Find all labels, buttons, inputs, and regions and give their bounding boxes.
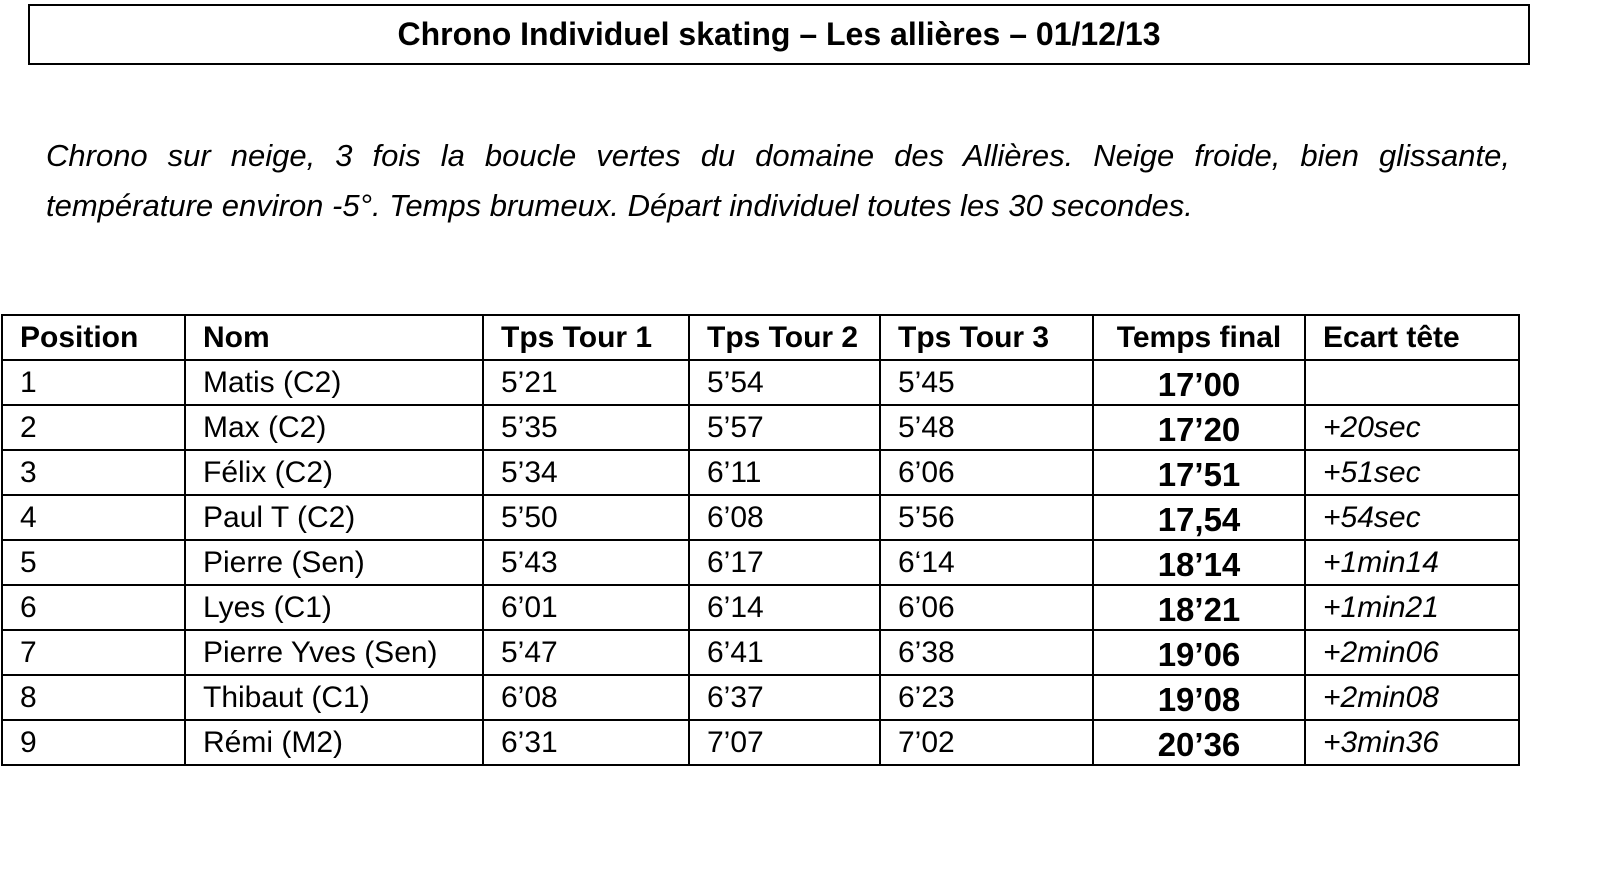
cell-tour-2: 5’57 [689,405,880,450]
cell-ecart-tete: +2min06 [1305,630,1519,675]
cell-position: 6 [2,585,185,630]
cell-tour-3: 6’06 [880,585,1093,630]
cell-temps-final: 17’00 [1093,360,1305,405]
cell-tour-2: 6’08 [689,495,880,540]
header-tour-2: Tps Tour 2 [689,315,880,360]
cell-tour-2: 6’14 [689,585,880,630]
cell-temps-final: 17,54 [1093,495,1305,540]
cell-ecart-tete: +3min36 [1305,720,1519,765]
cell-position: 7 [2,630,185,675]
cell-tour-3: 5’56 [880,495,1093,540]
header-ecart-tete: Ecart tête [1305,315,1519,360]
cell-tour-3: 5’45 [880,360,1093,405]
table-row [2,720,1519,765]
header-nom: Nom [185,315,483,360]
cell-nom: Rémi (M2) [185,720,483,765]
cell-tour-3: 7’02 [880,720,1093,765]
cell-temps-final: 19’06 [1093,630,1305,675]
cell-ecart-tete: +1min14 [1305,540,1519,585]
cell-tour-1: 5’34 [483,450,689,495]
cell-temps-final: 17’20 [1093,405,1305,450]
cell-temps-final: 17’51 [1093,450,1305,495]
cell-tour-1: 5’43 [483,540,689,585]
cell-nom: Thibaut (C1) [185,675,483,720]
cell-tour-3: 6’23 [880,675,1093,720]
cell-position: 9 [2,720,185,765]
header-temps-final: Temps final [1093,315,1305,360]
cell-tour-3: 6’38 [880,630,1093,675]
cell-tour-3: 6‘14 [880,540,1093,585]
cell-tour-3: 5’48 [880,405,1093,450]
cell-ecart-tete: +2min08 [1305,675,1519,720]
cell-nom: Pierre (Sen) [185,540,483,585]
cell-position: 3 [2,450,185,495]
table-row [2,405,1519,450]
cell-tour-2: 6’37 [689,675,880,720]
header-tour-1: Tps Tour 1 [483,315,689,360]
cell-tour-1: 5’50 [483,495,689,540]
cell-tour-1: 5’47 [483,630,689,675]
cell-nom: Félix (C2) [185,450,483,495]
cell-nom: Paul T (C2) [185,495,483,540]
cell-tour-2: 5’54 [689,360,880,405]
table-row [2,630,1519,675]
table-row [2,450,1519,495]
table-row [2,585,1519,630]
cell-temps-final: 20’36 [1093,720,1305,765]
cell-nom: Max (C2) [185,405,483,450]
title-box [28,4,1530,65]
results-table [1,314,1520,766]
cell-tour-1: 6’08 [483,675,689,720]
cell-temps-final: 19’08 [1093,675,1305,720]
header-position: Position [2,315,185,360]
cell-temps-final: 18’21 [1093,585,1305,630]
document-title: Chrono Individuel skating – Les allières – 01/12/13 [397,16,1161,52]
cell-nom: Matis (C2) [185,360,483,405]
cell-position: 1 [2,360,185,405]
cell-position: 2 [2,405,185,450]
cell-tour-2: 6’17 [689,540,880,585]
table-row [2,540,1519,585]
header-tour-3: Tps Tour 3 [880,315,1093,360]
cell-position: 4 [2,495,185,540]
cell-ecart-tete: +54sec [1305,495,1519,540]
header-row [2,315,1519,360]
cell-nom: Pierre Yves (Sen) [185,630,483,675]
description-paragraph: Chrono sur neige, 3 fois la boucle vertes du domaine des Allières. Neige froide, bien glissante, température environ -5°. Temps brumeux. Départ individuel toutes les 30 secondes. [46,138,1510,223]
cell-position: 5 [2,540,185,585]
table-row [2,360,1519,405]
cell-nom: Lyes (C1) [185,585,483,630]
cell-tour-2: 6’41 [689,630,880,675]
cell-temps-final: 18’14 [1093,540,1305,585]
cell-ecart-tete: +1min21 [1305,585,1519,630]
cell-ecart-tete [1305,360,1519,405]
cell-tour-2: 7’07 [689,720,880,765]
table-row [2,675,1519,720]
cell-tour-1: 6’31 [483,720,689,765]
cell-ecart-tete: +20sec [1305,405,1519,450]
cell-tour-2: 6’11 [689,450,880,495]
cell-tour-3: 6’06 [880,450,1093,495]
cell-tour-1: 6’01 [483,585,689,630]
cell-tour-1: 5’35 [483,405,689,450]
table-row [2,495,1519,540]
cell-position: 8 [2,675,185,720]
cell-ecart-tete: +51sec [1305,450,1519,495]
cell-tour-1: 5’21 [483,360,689,405]
